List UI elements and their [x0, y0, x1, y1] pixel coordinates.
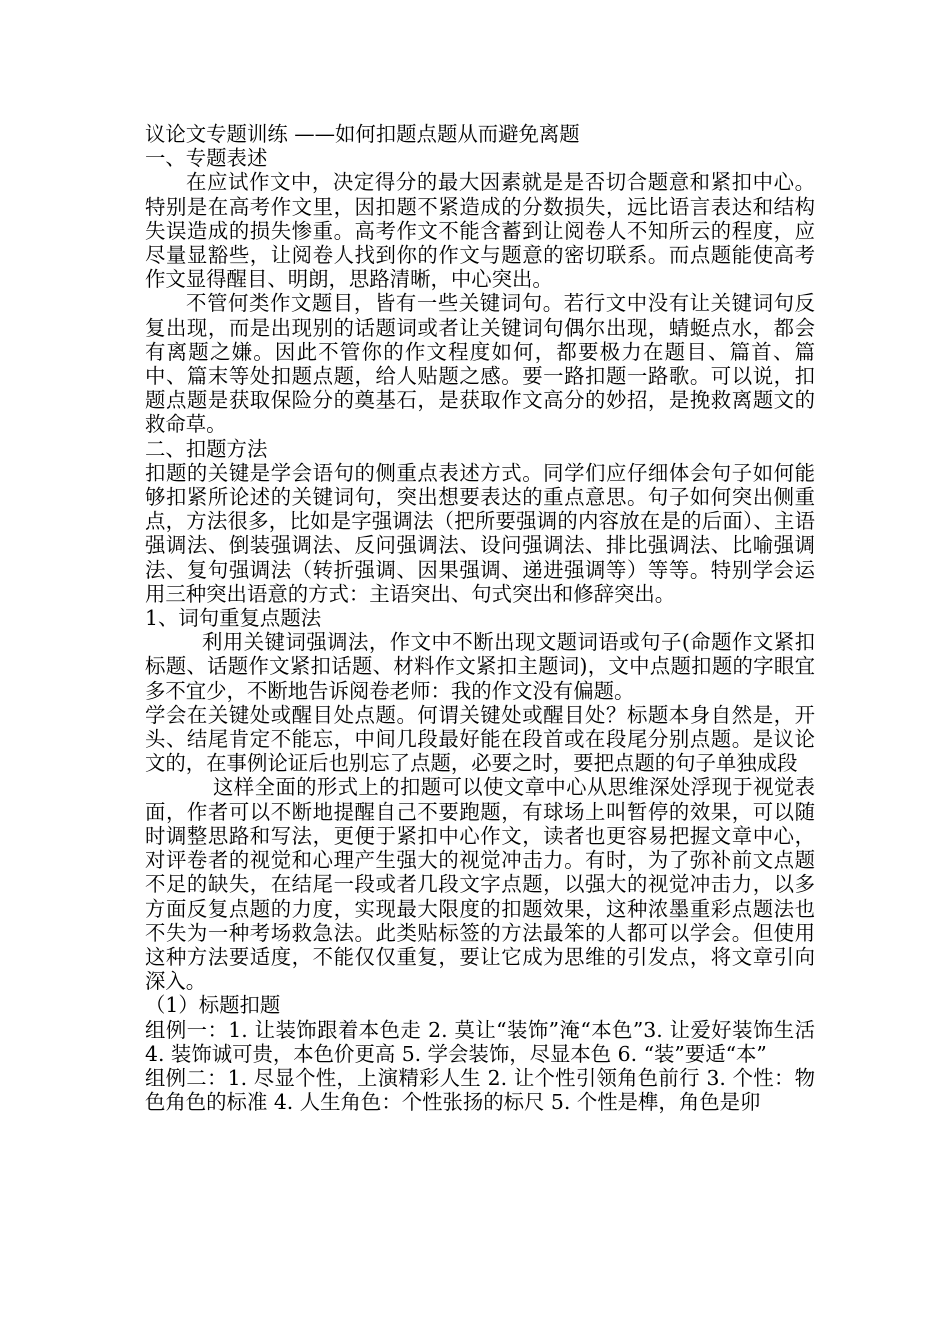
subsection-heading-1: 1、词句重复点题法	[145, 606, 322, 631]
paragraph-2: 不管何类作文题目，皆有一些关键词句。若行文中没有让关键词句反复出现，而是出现别的话题词或者让关键词句偶尔出现，蜻蜓点水，都会有离题之嫌。因此不管你的作文程度如何，都要极力在题目、篇首、篇中、篇末等处扣题点题，给人贴题之感。要一路扣题一路歌。可以说，扣题点题是获取保险分的奠基石，是获取作文高分的妙招，是挽救离题文的救命草。	[145, 291, 815, 437]
sub-heading-title-focus: （1）标题扣题	[145, 993, 281, 1018]
paragraph-1: 在应试作文中，决定得分的最大因素就是是否切合题意和紧扣中心。特别是在高考作文里，因扣题不紧造成的分数损失，远比语言表达和结构失误造成的损失惨重。高考作文不能含蓄到让阅卷人不知所云的程度，应尽量显豁些，让阅卷人找到你的作文与题意的密切联系。而点题能使高考作文显得醒目、明朗，思路清晰，中心突出。	[145, 170, 815, 292]
document-title: 议论文专题训练 ——如何扣题点题从而避免离题	[145, 122, 580, 146]
example-group-1: 组例一：1. 让装饰跟着本色走 2. 莫让“装饰”淹“本色”3. 让爱好装饰生活 4. 装饰诚可贵，本色价更高 5. 学会装饰，尽显本色 6. “装”要适“本”	[145, 1017, 815, 1066]
paragraph-6: 这样全面的形式上的扣题可以使文章中心从思维深处浮现于视觉表面，作者可以不断地提醒自己不要跑题，有球场上叫暂停的效果，可以随时调整思路和写法，更便于紧扣中心作文，读者也更容易把握文章中心，对评卷者的视觉和心理产生强大的视觉冲击力。有时，为了弥补前文点题不足的缺失，在结尾一段或者几段文字点题，以强大的视觉冲击力，以多方面反复点题的力度，实现最大限度的扣题效果，这种浓墨重彩点题法也不失为一种考场救急法。此类贴标签的方法最笨的人都可以学会。但使用这种方法要适度，不能仅仅重复，要让它成为思维的引发点，将文章引向深入。	[145, 775, 815, 994]
document-body	[145, 122, 815, 1114]
example-group-2: 组例二：1. 尽显个性，上演精彩人生 2. 让个性引领角色前行 3. 个性：物色角色的标准 4. 人生角色：个性张扬的标尺 5. 个性是榫，角色是卯	[145, 1065, 815, 1115]
section-heading-1: 一、专题表述	[145, 146, 268, 171]
paragraph-5: 学会在关键处或醒目处点题。何谓关键处或醒目处？标题本身自然是，开头、结尾肯定不能忘，中间几段最好能在段首或在段尾分别点题。是议论文的，在事例论证后也别忘了点题，必要之时，要把点题的句子单独成段	[145, 702, 815, 776]
paragraph-3: 扣题的关键是学会语句的侧重点表述方式。同学们应仔细体会句子如何能够扣紧所论述的关键词句，突出想要表达的重点意思。句子如何突出侧重点，方法很多，比如是字强调法（把所要强调的内容放在是的后面）、主语强调法、倒装强调法、反问强调法、设问强调法、排比强调法、比喻强调法、复句强调法（转折强调、因果强调、递进强调等）等等。特别学会运用三种突出语意的方式：主语突出、句式突出和修辞突出。	[145, 460, 815, 606]
paragraph-4: 利用关键词强调法，作文中不断出现文题词语或句子(命题作文紧扣标题、话题作文紧扣话题、材料作文紧扣主题词)，文中点题扣题的字眼宜多不宜少，不断地告诉阅卷老师：我的作文没有偏题。	[145, 630, 815, 703]
section-heading-2: 二、扣题方法	[145, 436, 268, 461]
